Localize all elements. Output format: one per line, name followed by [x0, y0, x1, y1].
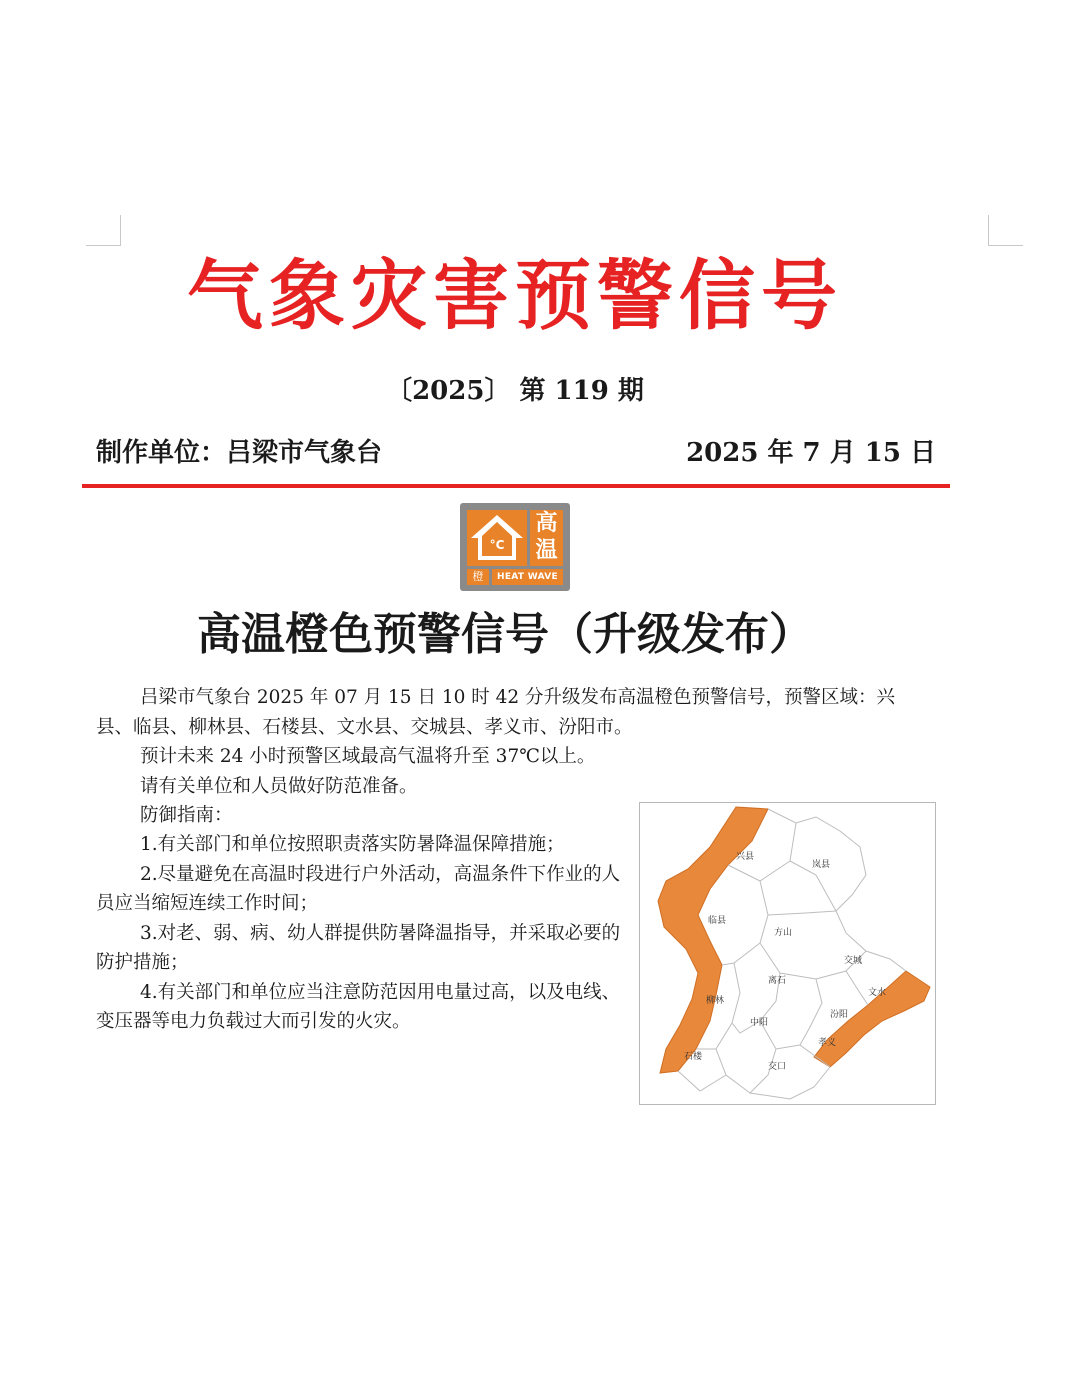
guideline-item: 3.对老、弱、病、幼人群提供防暑降温指导，并采取必要的防护措施；: [96, 922, 621, 973]
defense-guidelines: [96, 830, 621, 1037]
map-label-jiaocheng: 交城: [844, 956, 863, 966]
paragraph-advice: 请有关单位和人员做好防范准备。: [140, 775, 418, 797]
warning-area-map: [639, 802, 936, 1105]
guide-heading: 防御指南：: [140, 805, 233, 826]
guideline-item: 4.有关部门和单位应当注意防范因用电量过高，以及电线、变压器等电力负载过大而引发的火灾。: [96, 981, 621, 1032]
issue-date: 2025 年 7 月 15 日: [686, 438, 936, 468]
issuer: 制作单位：吕梁市气象台: [96, 438, 383, 468]
map-label-lanxian: 岚县: [812, 860, 831, 870]
map-label-lishi: 离石: [768, 976, 787, 986]
map-label-xingxian: 兴县: [736, 852, 755, 862]
map-label-wenshui: 文水: [868, 988, 887, 998]
signal-english-label: HEAT WAVE: [492, 569, 563, 585]
celsius-symbol: °C: [489, 538, 505, 552]
signal-type-text: 高温: [530, 510, 563, 566]
guideline-item: 1.有关部门和单位按照职责落实防暑降温保障措施；: [140, 834, 565, 855]
page-corner-mark-left: [86, 215, 121, 246]
document-title: 气象灾害预警信号: [187, 251, 843, 340]
map-label-liulin: 柳林: [706, 996, 725, 1006]
thermometer-house-icon: [467, 510, 527, 566]
map-label-fenyang: 汾阳: [830, 1010, 849, 1020]
map-label-xiaoyi: 孝义: [818, 1038, 837, 1048]
warning-title: 高温橙色预警信号（升级发布）: [197, 609, 813, 660]
map-label-shilou: 石楼: [684, 1052, 703, 1062]
map-label-zhongyang: 中阳: [750, 1018, 769, 1028]
map-label-fangshan: 方山: [774, 928, 793, 938]
map-label-linxian: 临县: [708, 916, 727, 926]
page-corner-mark-right: [988, 215, 1023, 246]
warning-zone-west: [658, 807, 768, 1073]
header-divider: [82, 484, 950, 488]
paragraph-forecast: 预计未来 24 小时预警区域最高气温将升至 37℃以上。: [140, 746, 596, 767]
guideline-item: 2.尽量避免在高温时段进行户外活动，高温条件下作业的人员应当缩短连续工作时间；: [96, 863, 621, 914]
issue-number: 〔2025〕 第 119 期: [386, 376, 644, 406]
map-label-jiaokou: 交口: [768, 1062, 787, 1072]
signal-level-badge: 橙: [467, 569, 489, 585]
heat-wave-signal-icon: [460, 503, 570, 591]
paragraph-announcement: 吕梁市气象台 2025 年 07 月 15 日 10 时 42 分升级发布高温橙色预警信号，预警区域：兴县、临县、柳林县、石楼县、文水县、交城县、孝义市、汾阳市。: [96, 687, 896, 738]
